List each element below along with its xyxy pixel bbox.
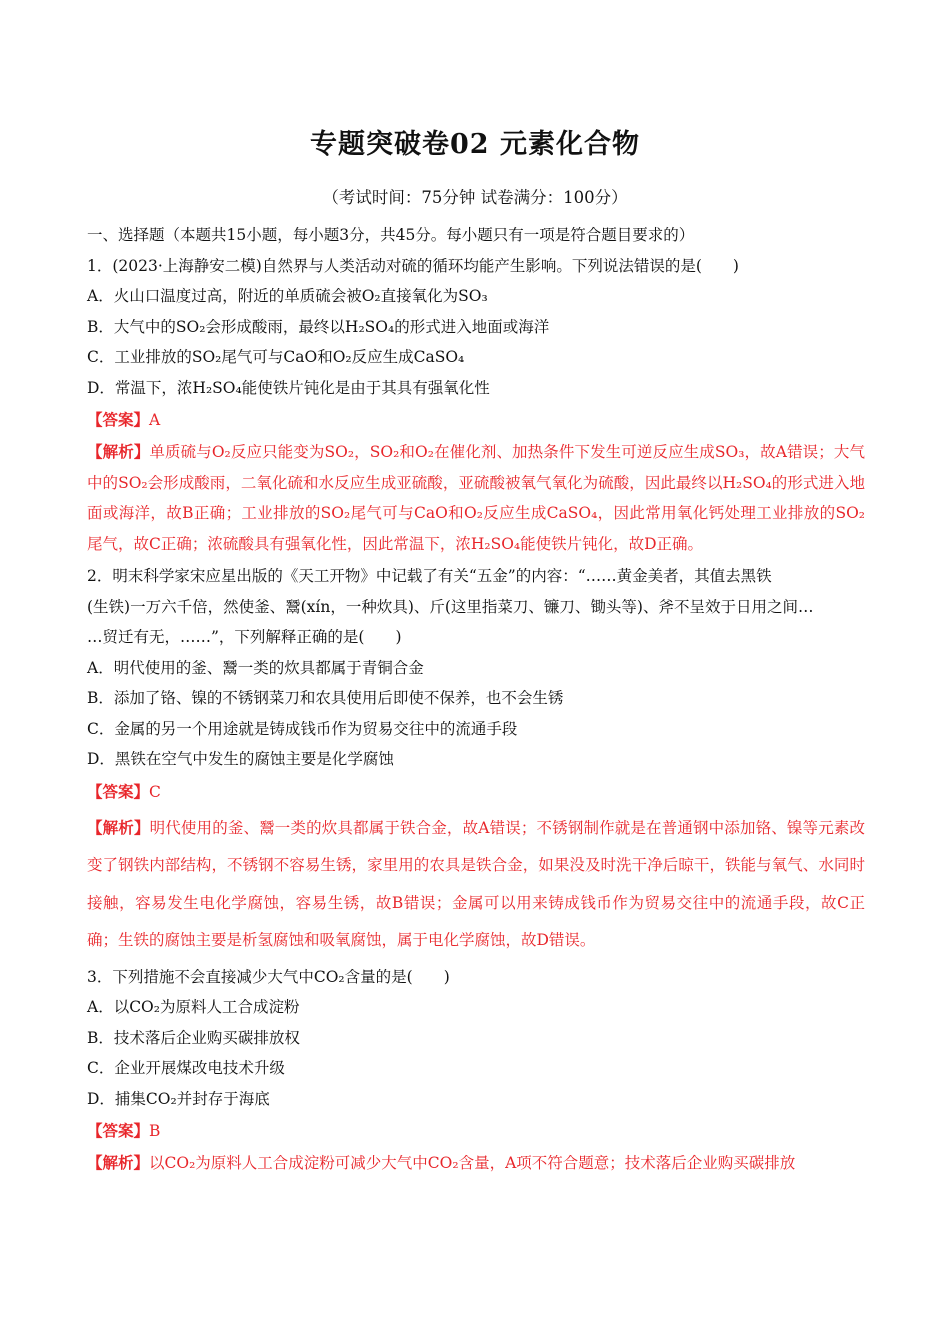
section-header: 一、选择题（本题共15小题，每小题3分，共45分。每小题只有一项是符合题目要求的） [87, 226, 695, 244]
exam-info: （考试时间：75分钟 试卷满分：100分） [322, 188, 628, 207]
answer-line [87, 777, 865, 807]
explanation [87, 809, 865, 960]
option-b: B．技术落后企业购买碳排放权 [87, 1028, 300, 1047]
question-stem-line: 2．明末科学家宋应星出版的《天工开物》中记载了有关“五金”的内容：“……黄金美者，其值去黑铁 [87, 567, 772, 585]
question-stem: 1．(2023·上海静安二模)自然界与人类活动对硫的循环均能产生影响。下列说法错误的是( ) [87, 256, 739, 275]
document-body [87, 220, 865, 1181]
option-a: A．明代使用的釜、鬵一类的炊具都属于青铜合金 [87, 658, 424, 677]
answer-prefix: 【答案】 [87, 1121, 150, 1140]
option-a: A．火山口温度过高，附近的单质硫会被O₂直接氧化为SO₃ [87, 287, 488, 305]
option-d: D．黑铁在空气中发生的腐蚀主要是化学腐蚀 [87, 750, 394, 768]
page-title: 专题突破卷02 元素化合物 [310, 129, 640, 160]
question-stem-line: …贸迁有无，……”，下列解释正确的是( ) [87, 628, 402, 646]
explanation-text: 明代使用的釜、鬵一类的炊具都属于铁合金，故A错误；不锈钢制作就是在普通钢中添加铬、镍等元素改变了钢铁内部结构，不锈钢不容易生锈，家里用的农具是铁合金，如果没及时洗干净后晾干，铁能与氧气、水同时接触，容易发生电化学腐蚀，容易生锈，故B错误；金属可以用来铸成钱币作为贸易交往中的流通手段，故C正确；生铁的腐蚀主要是析氢腐蚀和吸氧腐蚀，属于电化学腐蚀，故D错误。 [87, 818, 865, 949]
question-2 [87, 561, 865, 960]
question-1 [87, 251, 865, 560]
explanation [87, 1148, 865, 1179]
answer-line [87, 405, 865, 435]
option-c: C．工业排放的SO₂尾气可与CaO和O₂反应生成CaSO₄ [87, 348, 465, 366]
option-c: C．金属的另一个用途就是铸成钱币作为贸易交往中的流通手段 [87, 719, 518, 738]
answer-prefix: 【答案】 [87, 410, 150, 429]
option-b: B．添加了铬、镍的不锈钢菜刀和农具使用后即使不保养，也不会生锈 [87, 689, 564, 707]
answer-prefix: 【答案】 [87, 781, 150, 801]
explanation-prefix: 【解析】 [87, 1153, 150, 1172]
explanation-text: 单质硫与O₂反应只能变为SO₂，SO₂和O₂在催化剂、加热条件下发生可逆反应生成SO₃，故A错误；大气中的SO₂会形成酸雨，二氧化硫和水反应生成亚硫酸，亚硫酸被氧气氧化为硫酸，因此最终以H₂SO₄的形式进入地面或海洋，故B正确；工业排放的SO₂尾气可与CaO和O₂反应生成CaSO₄，因此常用氧化钙处理工业排放的SO₂尾气，故C正确；浓硫酸具有强氧化性，因此常温下，浓H₂SO₄能使铁片钝化，故D正确。 [87, 443, 865, 553]
explanation-prefix: 【解析】 [87, 442, 150, 461]
option-a: A．以CO₂为原料人工合成淀粉 [87, 998, 300, 1016]
explanation-text: 以CO₂为原料人工合成淀粉可减少大气中CO₂含量，A项不符合题意；技术落后企业购买碳排放 [149, 1154, 796, 1172]
question-stem-line: (生铁)一万六千倍，然使釜、鬵(xín，一种炊具)、斤(这里指菜刀、镰刀、锄头等)、斧不呈效于日用之间… [87, 597, 814, 616]
answer-value: C [149, 782, 161, 801]
explanation-prefix: 【解析】 [87, 817, 150, 837]
option-c: C．企业开展煤改电技术升级 [87, 1059, 285, 1077]
explanation [87, 437, 865, 559]
option-b: B．大气中的SO₂会形成酸雨，最终以H₂SO₄的形式进入地面或海洋 [87, 317, 550, 336]
option-d: D．捕集CO₂并封存于海底 [87, 1089, 270, 1108]
answer-value: B [149, 1122, 161, 1140]
question-stem: 3．下列措施不会直接减少大气中CO₂含量的是( ) [87, 967, 450, 986]
question-3 [87, 962, 865, 1179]
option-d: D．常温下，浓H₂SO₄能使铁片钝化是由于其具有强氧化性 [87, 378, 490, 397]
answer-value: A [149, 411, 161, 429]
answer-line [87, 1116, 865, 1146]
